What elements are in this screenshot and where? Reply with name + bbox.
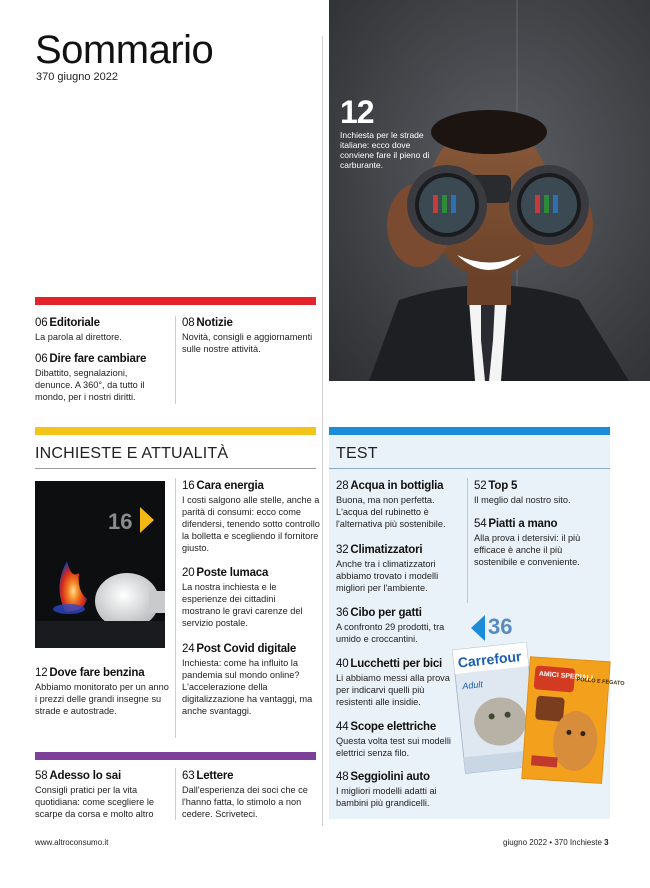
entry-text: Buona, ma non perfetta. L'acqua del rubinetto è l'alternativa più sostenibile. xyxy=(336,495,446,529)
entry-page: 48 xyxy=(336,771,349,783)
entry-text: A confronto 29 prodotti, tra umido e croccantini. xyxy=(336,622,445,644)
red-section-bar xyxy=(35,297,316,305)
entry-text: Consigli pratici per la vita quotidiana: come scegliere le scarpe da corsa e molto altro xyxy=(35,785,154,819)
entry-title: Lucchetti per bici xyxy=(350,658,443,670)
footer-folio xyxy=(503,838,609,847)
page-title: Sommario xyxy=(35,28,214,72)
toc-entry-piatti-a-mano[interactable] xyxy=(474,517,608,568)
toc-entry-top-5[interactable] xyxy=(474,479,610,506)
entry-title: Editoriale xyxy=(49,317,100,329)
entry-text: Alla prova i detersivi: il più efficace è anche il più sostenibile e conveniente. xyxy=(474,533,581,567)
footer-date: giugno 2022 xyxy=(503,838,548,847)
entry-text: Inchiesta: come ha influito la pandemia sul mondo online? L'accelerazione della digitalizzazione ha vantaggi, ma anche svantaggi. xyxy=(182,658,313,716)
entry-page: 40 xyxy=(336,658,349,670)
toc-entry-acqua-in-bottiglia[interactable] xyxy=(336,479,464,530)
entry-page: 06 xyxy=(35,353,48,365)
footer-separator: • xyxy=(549,838,553,847)
image-page-number: 36 xyxy=(488,614,513,639)
column-divider xyxy=(322,36,323,826)
entry-text: Abbiamo monitorato per un anno i prezzi delle grandi insegne su strade e autostrade. xyxy=(35,682,169,716)
entry-text: Novità, consigli e aggiornamenti sulle nostre attività. xyxy=(182,332,313,354)
entry-text: La parola al direttore. xyxy=(35,332,122,342)
test-divider xyxy=(467,478,468,603)
man-with-binoculars-illustration xyxy=(329,0,650,381)
blue-section-bar xyxy=(329,427,610,435)
top-entries-divider xyxy=(175,316,176,404)
entry-page: 24 xyxy=(182,643,195,655)
entry-page: 16 xyxy=(182,480,195,492)
toc-entry-notizie[interactable] xyxy=(182,316,318,355)
entry-text: Anche tra i climatizzatori abbiamo trovato i modelli migliori per l'ambiente. xyxy=(336,559,439,593)
cat-food-products-photo xyxy=(455,640,625,786)
cat-food-packages-illustration xyxy=(455,640,625,786)
page-number: 3 xyxy=(604,838,609,847)
toc-entry-poste-lumaca[interactable] xyxy=(182,566,314,629)
toc-entry-cibo-per-gatti[interactable] xyxy=(336,606,464,645)
inchieste-divider xyxy=(175,478,176,738)
entry-page: 63 xyxy=(182,770,195,782)
entry-page: 54 xyxy=(474,518,487,530)
bottom-entries-divider xyxy=(175,768,176,820)
toc-entry-climatizzatori[interactable] xyxy=(336,543,464,594)
entry-title: Scope elettriche xyxy=(350,721,437,733)
toc-entry-adesso-lo-sai[interactable] xyxy=(35,769,167,820)
entry-page: 44 xyxy=(336,721,349,733)
yellow-section-bar xyxy=(35,427,316,435)
entry-text: Dibattito, segnalazioni, denunce. A 360°, da tutto il mondo, per i nostri diritti. xyxy=(35,368,145,402)
entry-page: 32 xyxy=(336,544,349,556)
arrow-right-icon xyxy=(140,507,154,533)
entry-page: 12 xyxy=(35,667,48,679)
section-underline xyxy=(329,468,610,469)
entry-page: 58 xyxy=(35,770,48,782)
entry-text: I migliori modelli adatti ai bambini più grandicelli. xyxy=(336,786,437,808)
toc-entry-dire-fare-cambiare[interactable] xyxy=(35,352,175,403)
carrefour-logo-text: Carrefour xyxy=(457,647,523,671)
entry-title: Lettere xyxy=(196,770,234,782)
carrefour-subtitle: Adult xyxy=(461,679,484,692)
toc-entry-cara-energia[interactable] xyxy=(182,479,320,554)
entry-title: Acqua in bottiglia xyxy=(350,480,444,492)
entry-title: Adesso lo sai xyxy=(49,770,121,782)
cover-photo xyxy=(329,0,650,381)
issue-label: 370 giugno 2022 xyxy=(36,71,118,83)
entry-text: I costi salgono alle stelle, anche a parità di consumi: ecco come difendersi, tenendo sotto controllo la bolletta e scegliendo il fornitore giusto. xyxy=(182,495,320,553)
toc-entry-editoriale[interactable] xyxy=(35,316,175,343)
entry-page: 20 xyxy=(182,567,195,579)
toc-entry-scope-elettriche[interactable] xyxy=(336,720,458,759)
footer-issue: 370 Inchieste xyxy=(554,838,602,847)
toc-entry-seggiolini-auto[interactable] xyxy=(336,770,458,809)
entry-title: Post Covid digitale xyxy=(196,643,297,655)
toc-entry-lucchetti-per-bici[interactable] xyxy=(336,657,458,708)
amici-logo-text: AMICI SPECIALI xyxy=(538,670,594,683)
entry-page: 36 xyxy=(336,607,349,619)
cover-caption: Inchiesta per le strade italiane: ecco dove conviene fare il pieno di carburante. xyxy=(340,130,430,170)
section-heading-inchieste: INCHIESTE E ATTUALITÀ xyxy=(35,445,229,462)
entry-text: Questa volta test sui modelli elettrici senza filo. xyxy=(336,736,451,758)
purple-section-bar xyxy=(35,752,316,760)
website-link[interactable]: www.altroconsumo.it xyxy=(35,838,109,847)
section-heading-test: TEST xyxy=(336,445,378,462)
entry-page: 08 xyxy=(182,317,195,329)
image-page-number: 16 xyxy=(108,509,133,534)
section-underline xyxy=(35,468,316,469)
toc-entry-dove-fare-benzina[interactable] xyxy=(35,666,171,717)
entry-page: 06 xyxy=(35,317,48,329)
entry-page: 28 xyxy=(336,480,349,492)
entry-title: Climatizzatori xyxy=(350,544,423,556)
toc-entry-post-covid-digitale[interactable] xyxy=(182,642,318,717)
amici-subtitle: POLLO E FEGATO xyxy=(576,676,625,688)
entry-title: Dire fare cambiare xyxy=(49,353,147,365)
entry-title: Top 5 xyxy=(488,480,518,492)
entry-title: Notizie xyxy=(196,317,233,329)
entry-title: Cara energia xyxy=(196,480,264,492)
toc-entry-lettere[interactable] xyxy=(182,769,316,820)
arrow-left-icon xyxy=(471,615,485,641)
entry-text: Il meglio dal nostro sito. xyxy=(474,495,571,505)
entry-title: Piatti a mano xyxy=(488,518,558,530)
entry-page: 52 xyxy=(474,480,487,492)
cover-page-number: 12 xyxy=(340,94,374,130)
entry-title: Seggiolini auto xyxy=(350,771,430,783)
entry-text: Li abbiamo messi alla prova per indicarvi quelli più resistenti alle insidie. xyxy=(336,673,450,707)
entry-title: Dove fare benzina xyxy=(49,667,145,679)
entry-title: Cibo per gatti xyxy=(350,607,422,619)
entry-title: Poste lumaca xyxy=(196,567,269,579)
entry-text: Dall'esperienza dei soci che ce l'hanno fatta, lo stimolo a non cedere. Scriveteci. xyxy=(182,785,308,819)
entry-text: La nostra inchiesta e le esperienze dei cittadini mostrano le gravi carenze del servizio postale. xyxy=(182,582,303,628)
